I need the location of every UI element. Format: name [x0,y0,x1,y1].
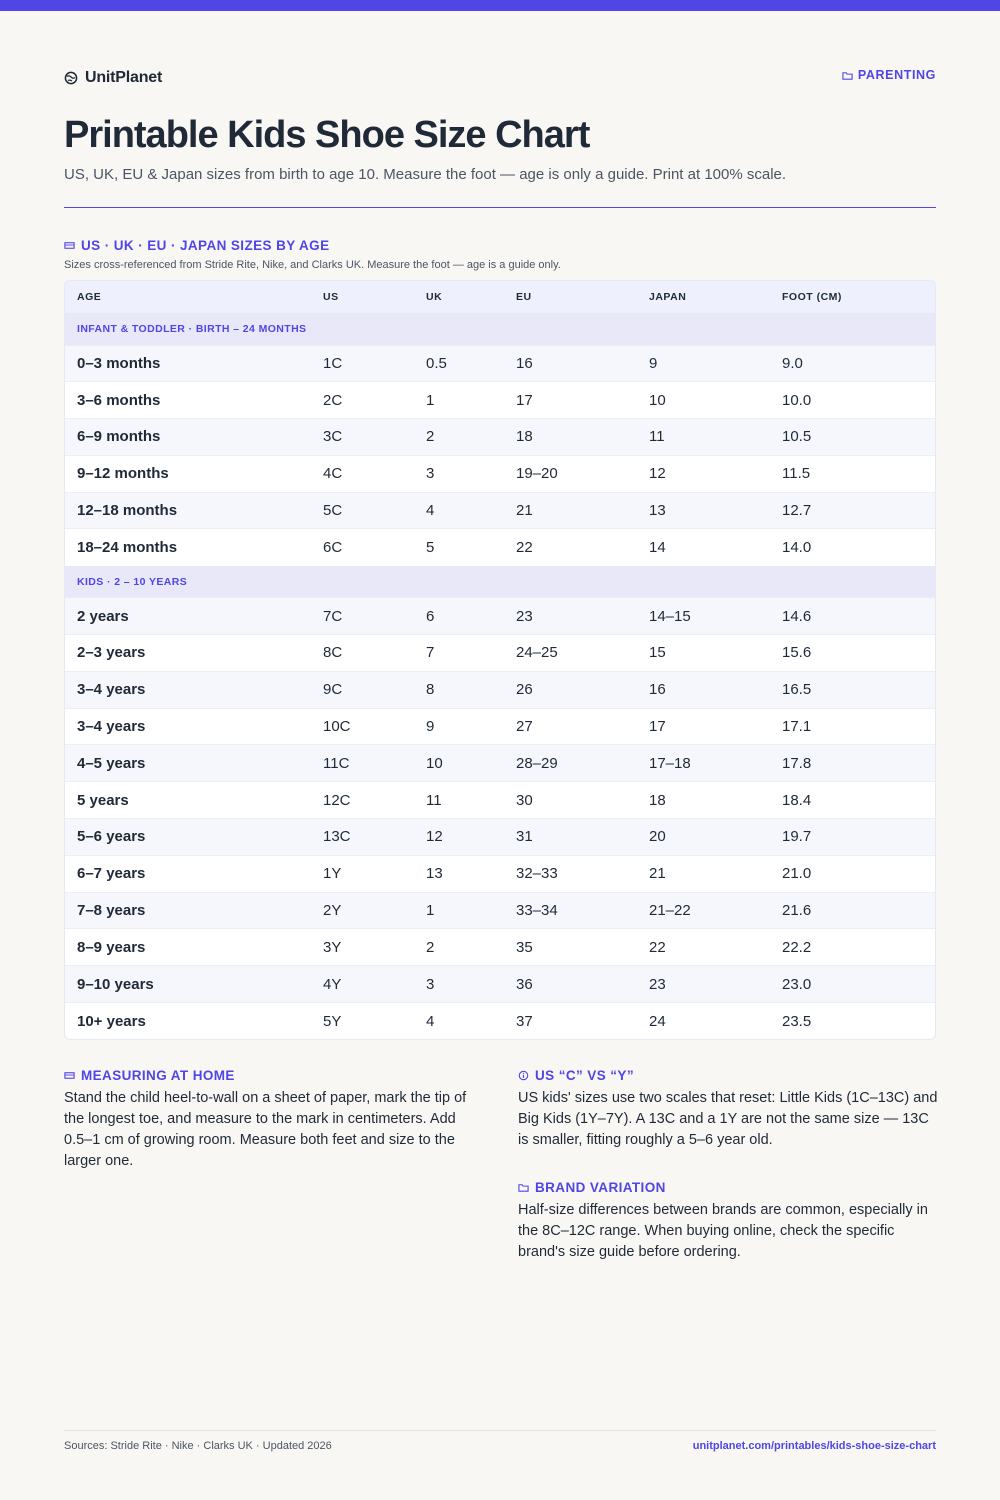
cell-japan: 21–22 [637,892,770,929]
cell-us: 2C [311,382,414,419]
cell-foot-cm: 14.6 [770,598,936,635]
cell-foot-cm: 10.0 [770,382,936,419]
cell-japan: 21 [637,855,770,892]
cell-age: 0–3 months [65,345,311,382]
cell-us: 4C [311,455,414,492]
brand-variation-title: BRAND VARIATION [535,1180,666,1195]
cell-eu: 27 [504,708,637,745]
cell-us: 3C [311,419,414,456]
globe-icon [64,71,78,85]
cell-foot-cm: 21.0 [770,855,936,892]
cell-age: 6–9 months [65,419,311,456]
cell-age: 6–7 years [65,855,311,892]
cell-us: 13C [311,819,414,856]
cell-us: 3Y [311,929,414,966]
cell-us: 7C [311,598,414,635]
size-table [65,281,936,1039]
cell-us: 10C [311,708,414,745]
ruler-icon [64,1070,75,1081]
brand-name: UnitPlanet [85,69,163,86]
cell-foot-cm: 11.5 [770,455,936,492]
cell-japan: 22 [637,929,770,966]
cell-age: 2–3 years [65,635,311,672]
cell-eu: 35 [504,929,637,966]
cell-uk: 4 [414,492,504,529]
cell-japan: 23 [637,966,770,1003]
cell-eu: 37 [504,1003,637,1040]
cell-foot-cm: 14.0 [770,529,936,566]
category-link[interactable] [842,68,936,82]
cell-eu: 23 [504,598,637,635]
table-section-title: US · UK · EU · JAPAN SIZES BY AGE [81,238,330,253]
cell-uk: 11 [414,782,504,819]
table-row [65,819,936,856]
table-group-row [65,313,936,345]
cell-japan: 17 [637,708,770,745]
cell-japan: 16 [637,671,770,708]
table-body [65,313,936,1039]
cell-us: 5C [311,492,414,529]
measuring-note [64,1068,484,1172]
cell-foot-cm: 21.6 [770,892,936,929]
group-label: INFANT & TODDLER · BIRTH – 24 MONTHS [65,313,936,345]
column-header-uk: UK [414,281,504,313]
table-row [65,929,936,966]
cell-japan: 13 [637,492,770,529]
measuring-text: Stand the child heel-to-wall on a sheet of paper, mark the tip of the longest toe, and measure to the mark in centimeters. Add 0.5–1 cm of growing room. Measure both feet and size to the larger one. [64,1090,467,1169]
header-divider [64,207,936,208]
table-row [65,966,936,1003]
cell-foot-cm: 16.5 [770,671,936,708]
cell-uk: 5 [414,529,504,566]
table-row [65,492,936,529]
cell-uk: 9 [414,708,504,745]
table-section-heading [64,238,329,253]
cell-age: 7–8 years [65,892,311,929]
cell-foot-cm: 23.0 [770,966,936,1003]
cell-eu: 22 [504,529,637,566]
cell-eu: 33–34 [504,892,637,929]
table-row [65,855,936,892]
cell-foot-cm: 23.5 [770,1003,936,1040]
cell-foot-cm: 15.6 [770,635,936,672]
cell-us: 6C [311,529,414,566]
cell-uk: 3 [414,455,504,492]
column-header-japan: JAPAN [637,281,770,313]
cell-us: 12C [311,782,414,819]
cell-foot-cm: 19.7 [770,819,936,856]
cell-eu: 21 [504,492,637,529]
cell-eu: 30 [504,782,637,819]
page-subtitle: US, UK, EU & Japan sizes from birth to age 10. Measure the foot — age is only a guide. Print at 100% scale. [64,166,787,183]
cell-age: 3–6 months [65,382,311,419]
cell-age: 9–12 months [65,455,311,492]
cell-age: 5–6 years [65,819,311,856]
cell-japan: 14 [637,529,770,566]
footer-url-link[interactable]: unitplanet.com/printables/kids-shoe-size-chart [692,1440,936,1452]
cell-eu: 36 [504,966,637,1003]
cell-uk: 1 [414,382,504,419]
cell-uk: 0.5 [414,345,504,382]
group-label: KIDS · 2 – 10 YEARS [65,566,936,598]
brand-variation-text: Half-size differences between brands are common, especially in the 8C–12C range. When buying online, check the specific brand's size guide before ordering. [518,1202,928,1260]
table-row [65,1003,936,1040]
c-vs-y-title: US “C” VS “Y” [535,1068,634,1083]
cell-foot-cm: 17.8 [770,745,936,782]
table-row [65,745,936,782]
footer-divider [64,1430,936,1431]
page-header [64,64,936,94]
cell-uk: 6 [414,598,504,635]
cell-foot-cm: 12.7 [770,492,936,529]
cell-age: 9–10 years [65,966,311,1003]
cell-age: 3–4 years [65,708,311,745]
cell-japan: 9 [637,345,770,382]
cell-foot-cm: 22.2 [770,929,936,966]
cell-age: 5 years [65,782,311,819]
table-row [65,382,936,419]
cell-us: 1Y [311,855,414,892]
column-header-us: US [311,281,414,313]
cell-us: 5Y [311,1003,414,1040]
table-header-row [65,281,936,313]
cell-uk: 12 [414,819,504,856]
size-table-container [64,280,936,1040]
table-group-row [65,566,936,598]
cell-foot-cm: 10.5 [770,419,936,456]
cell-eu: 17 [504,382,637,419]
cell-foot-cm: 17.1 [770,708,936,745]
cell-us: 4Y [311,966,414,1003]
c-vs-y-text: US kids' sizes use two scales that reset: Little Kids (1C–13C) and Big Kids (1Y–7Y). A 13C and a 1Y are not the same size — 13C is smaller, fitting roughly a 5–6 year old. [518,1090,938,1148]
folder-icon [518,1182,529,1193]
c-vs-y-note [518,1068,938,1151]
cell-us: 2Y [311,892,414,929]
footer-sources: Sources: Stride Rite · Nike · Clarks UK · Updated 2026 [64,1440,332,1452]
category-label: PARENTING [857,68,936,82]
page-title: Printable Kids Shoe Size Chart [64,114,590,156]
cell-age: 3–4 years [65,671,311,708]
table-row [65,345,936,382]
c-vs-y-heading [518,1068,938,1083]
cell-eu: 18 [504,419,637,456]
cell-eu: 26 [504,671,637,708]
info-icon [518,1070,529,1081]
cell-uk: 3 [414,966,504,1003]
cell-uk: 10 [414,745,504,782]
cell-eu: 32–33 [504,855,637,892]
top-accent-bar [0,0,1000,11]
cell-age: 8–9 years [65,929,311,966]
cell-eu: 28–29 [504,745,637,782]
table-row [65,892,936,929]
cell-age: 2 years [65,598,311,635]
folder-icon [842,70,853,81]
measuring-title: MEASURING AT HOME [81,1068,235,1083]
table-row [65,455,936,492]
cell-japan: 15 [637,635,770,672]
cell-uk: 2 [414,929,504,966]
cell-foot-cm: 9.0 [770,345,936,382]
cell-uk: 7 [414,635,504,672]
table-row [65,671,936,708]
cell-japan: 12 [637,455,770,492]
brand-variation-heading [518,1180,938,1195]
measuring-heading [64,1068,484,1083]
table-row [65,708,936,745]
brand[interactable] [64,69,162,87]
table-row [65,635,936,672]
cell-uk: 1 [414,892,504,929]
cell-japan: 20 [637,819,770,856]
cell-us: 11C [311,745,414,782]
column-header-age: AGE [65,281,311,313]
cell-us: 8C [311,635,414,672]
cell-japan: 10 [637,382,770,419]
cell-japan: 14–15 [637,598,770,635]
cell-age: 10+ years [65,1003,311,1040]
cell-age: 18–24 months [65,529,311,566]
brand-variation-note [518,1180,938,1263]
cell-japan: 24 [637,1003,770,1040]
cell-us: 1C [311,345,414,382]
cell-japan: 11 [637,419,770,456]
cell-uk: 8 [414,671,504,708]
cell-japan: 17–18 [637,745,770,782]
cell-foot-cm: 18.4 [770,782,936,819]
table-row [65,598,936,635]
cell-uk: 2 [414,419,504,456]
column-header-eu: EU [504,281,637,313]
column-header-foot-cm: FOOT (CM) [770,281,936,313]
cell-uk: 4 [414,1003,504,1040]
cell-eu: 16 [504,345,637,382]
table-row [65,782,936,819]
cell-age: 4–5 years [65,745,311,782]
cell-uk: 13 [414,855,504,892]
table-note: Sizes cross-referenced from Stride Rite, Nike, and Clarks UK. Measure the foot — age is a guide only. [64,259,561,271]
cell-eu: 19–20 [504,455,637,492]
cell-eu: 31 [504,819,637,856]
cell-age: 12–18 months [65,492,311,529]
cell-eu: 24–25 [504,635,637,672]
table-row [65,529,936,566]
ruler-icon [64,240,75,251]
table-row [65,419,936,456]
cell-us: 9C [311,671,414,708]
cell-japan: 18 [637,782,770,819]
